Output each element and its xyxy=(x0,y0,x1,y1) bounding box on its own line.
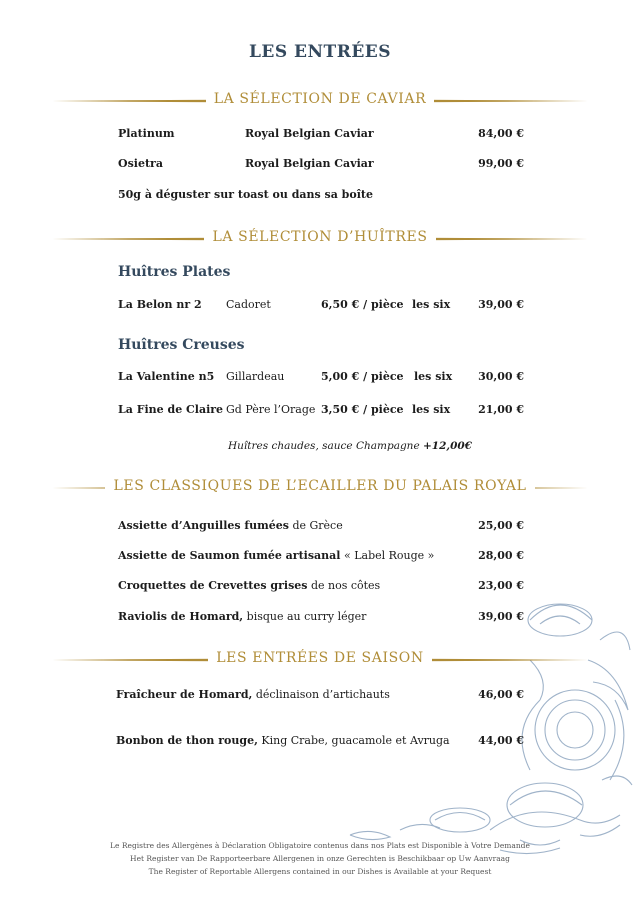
oyster-price: 30,00 € xyxy=(478,370,524,383)
page-title: LES ENTRÉES xyxy=(248,42,392,62)
menu-item-price: 39,00 € xyxy=(478,610,524,623)
oyster-six-label: les six xyxy=(412,403,451,416)
oyster-name: La Belon nr 2 xyxy=(118,298,202,311)
oyster-price: 21,00 € xyxy=(478,403,524,416)
caviar-item-name: Platinum xyxy=(118,127,175,140)
caviar-item-price: 99,00 € xyxy=(478,157,524,170)
allergen-footer xyxy=(0,839,640,878)
huitres-chaudes-note xyxy=(228,440,472,452)
huitres-heading: LA SÉLECTION D’HUÎTRES xyxy=(0,229,640,245)
caviar-item-price: 84,00 € xyxy=(478,127,524,140)
menu-item-price: 23,00 € xyxy=(478,579,524,592)
caviar-item-name: Osietra xyxy=(118,157,163,170)
footer-line-nl: Het Register van De Rapporteerbare Allergenen in onze Gerechten is Beschikbaar op Uw Aanvraag xyxy=(130,854,510,863)
oyster-origin: Gd Père l’Orage xyxy=(226,403,316,416)
caviar-item-desc: Royal Belgian Caviar xyxy=(245,157,374,170)
menu-item: Bonbon de thon rouge, King Crabe, guacamole et Avruga xyxy=(116,734,450,747)
oyster-six-label: les six xyxy=(412,298,451,311)
oyster-origin: Gillardeau xyxy=(226,370,285,383)
oyster-six-label: les six xyxy=(414,370,453,383)
menu-item-price: 25,00 € xyxy=(478,519,524,532)
menu-item: Assiette de Saumon fumée artisanal « Label Rouge » xyxy=(118,549,435,562)
footer-line-fr: Le Registre des Allergènes à Déclaration Obligatoire contenus dans nos Plats est Disponible à Votre Demande xyxy=(110,841,530,850)
huitres-plates-title: Huîtres Plates xyxy=(118,264,231,280)
oyster-origin: Cadoret xyxy=(226,298,271,311)
footer-line-en: The Register of Reportable Allergens contained in our Dishes is Available at your Request xyxy=(148,867,492,876)
classiques-heading: LES CLASSIQUES DE L’ECAILLER DU PALAIS ROYAL xyxy=(0,478,640,494)
oyster-unit-price: 3,50 € / pièce xyxy=(321,403,404,416)
menu-item-price: 44,00 € xyxy=(478,734,524,747)
caviar-item-desc: Royal Belgian Caviar xyxy=(245,127,374,140)
menu-item: Assiette d’Anguilles fumées de Grèce xyxy=(118,519,343,532)
huitres-chaudes-text: Huîtres chaudes, sauce Champagne xyxy=(228,440,423,452)
huitres-creuses-title: Huîtres Creuses xyxy=(118,337,245,353)
caviar-heading: LA SÉLECTION DE CAVIAR xyxy=(0,91,640,107)
menu-item: Raviolis de Homard, bisque au curry léger xyxy=(118,610,367,623)
huitres-chaudes-price: +12,00€ xyxy=(423,440,472,452)
oyster-name: La Fine de Claire xyxy=(118,403,224,416)
saison-heading: LES ENTRÉES DE SAISON xyxy=(0,650,640,666)
oyster-unit-price: 6,50 € / pièce xyxy=(321,298,404,311)
menu-item-price: 46,00 € xyxy=(478,688,524,701)
menu-item: Fraîcheur de Homard, déclinaison d’artichauts xyxy=(116,688,390,701)
menu-item-price: 28,00 € xyxy=(478,549,524,562)
oyster-price: 39,00 € xyxy=(478,298,524,311)
oyster-unit-price: 5,00 € / pièce xyxy=(321,370,404,383)
oyster-name: La Valentine n5 xyxy=(118,370,215,383)
seafood-illustration-icon xyxy=(340,580,640,870)
caviar-note: 50g à déguster sur toast ou dans sa boîte xyxy=(118,188,373,201)
menu-item: Croquettes de Crevettes grises de nos côtes xyxy=(118,579,381,592)
